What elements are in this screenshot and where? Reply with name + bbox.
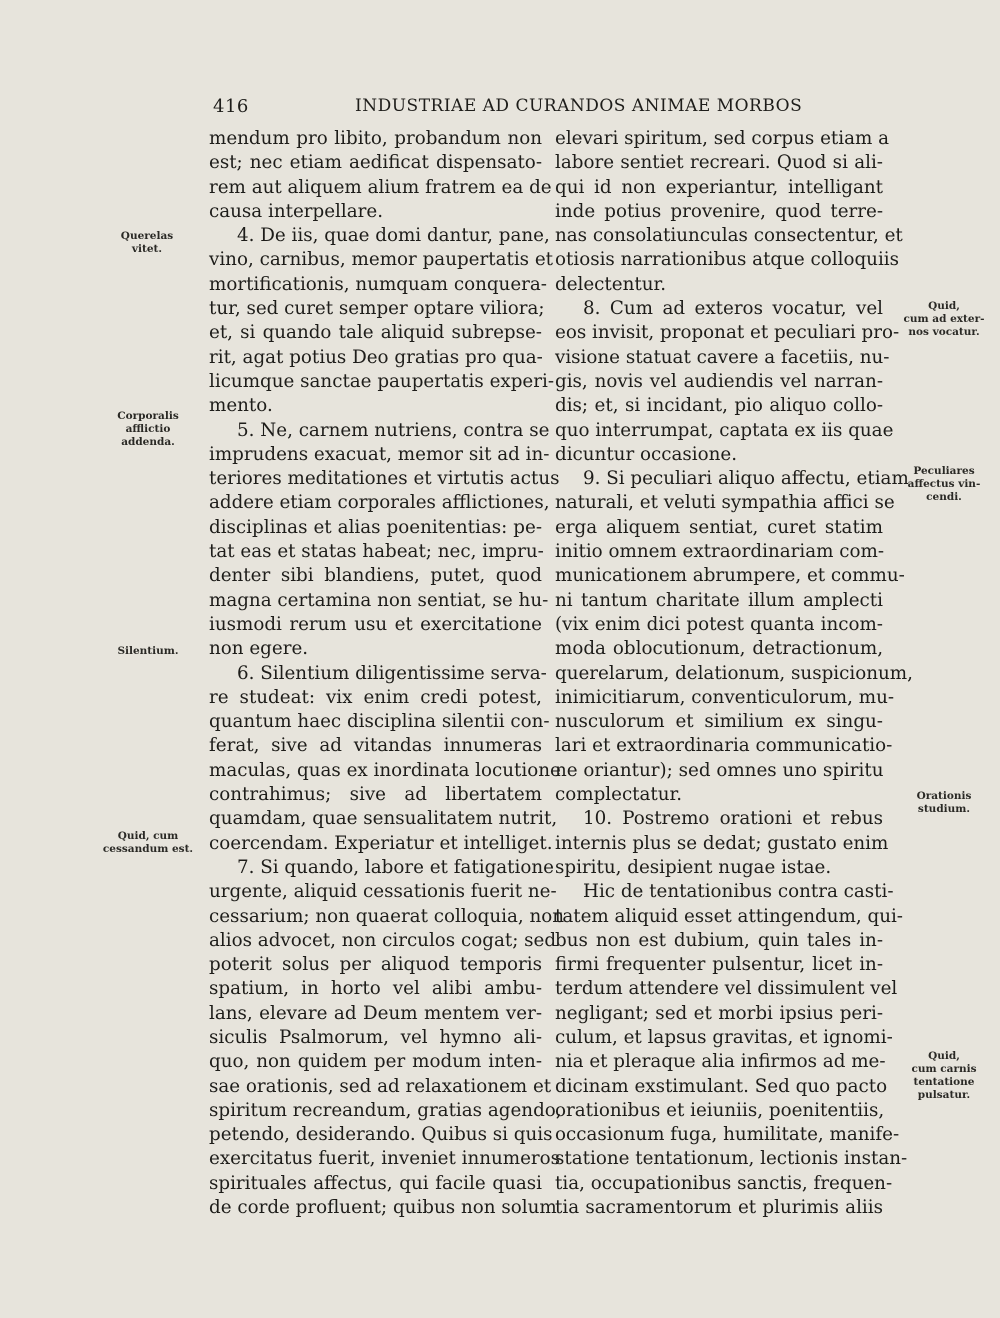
text-line: qui id non experiantur, intelligant — [555, 176, 883, 198]
text-line: tia sacramentorum et plurimis aliis — [555, 1197, 883, 1219]
margin-note: Querelas vitet. — [120, 230, 174, 255]
text-line: exercitatus fuerit, inveniet innumeros — [209, 1148, 561, 1170]
text-line: dis; et, si incidant, pio aliquo collo- — [555, 395, 883, 417]
text-line: (vix enim dici potest quanta incom- — [555, 613, 883, 635]
text-line: lari et extraordinaria communicatio- — [555, 735, 893, 757]
text-line: ferat, sive ad vitandas innumeras — [209, 735, 542, 757]
text-line: orationibus et ieiuniis, poenitentiis, — [555, 1099, 885, 1121]
text-line: nas consolatiunculas consectentur, et — [555, 225, 903, 247]
margin-note: Quid, cum ad exter- nos vocatur. — [903, 300, 985, 338]
text-line: complectatur. — [555, 784, 683, 806]
text-line: magna certamina non sentiat, se hu- — [209, 589, 549, 611]
text-line: rem aut aliquem alium fratrem ea de — [209, 176, 552, 198]
text-line: municationem abrumpere, et commu- — [555, 565, 905, 587]
margin-note: Corporalis afflictio addenda. — [117, 410, 179, 448]
text-line: quantum haec disciplina silentii con- — [209, 711, 550, 733]
text-line: causa interpellare. — [209, 200, 384, 222]
text-line: re studeat: vix enim credi potest, — [209, 686, 542, 708]
text-line: eos invisit, proponat et peculiari pro- — [555, 322, 900, 344]
text-line: dicuntur occasione. — [555, 443, 738, 465]
text-line: erga aliquem sentiat, curet statim — [555, 516, 883, 538]
text-line: non egere. — [209, 638, 309, 660]
text-line: contrahimus; sive ad libertatem — [209, 784, 542, 806]
text-line: 5. Ne, carnem nutriens, contra se — [237, 419, 550, 441]
text-line: vino, carnibus, memor paupertatis et — [209, 249, 554, 271]
text-line: quo, non quidem per modum inten- — [209, 1051, 542, 1073]
text-line: imprudens exacuat, memor sit ad in- — [209, 443, 550, 465]
text-line: quamdam, quae sensualitatem nutrit, — [209, 808, 558, 830]
text-line: querelarum, delationum, suspicionum, — [555, 662, 913, 684]
text-line: iusmodi rerum usu et exercitatione — [209, 613, 542, 635]
text-line: de corde profluent; quibus non solum — [209, 1197, 557, 1219]
text-line: spirituales affectus, qui facile quasi — [209, 1172, 542, 1194]
text-line: mortificationis, numquam conquera- — [209, 273, 547, 295]
text-line: teriores meditationes et virtutis actus — [209, 468, 560, 490]
running-title: INDUSTRIAE AD CURANDOS ANIMAE MORBOS — [355, 96, 803, 116]
text-line: tatem aliquid esset attingendum, qui- — [555, 905, 903, 927]
text-line: bus non est dubium, quin tales in- — [555, 929, 883, 951]
text-line: alios advocet, non circulos cogat; sed — [209, 929, 557, 951]
text-line: tur, sed curet semper optare viliora; — [209, 298, 545, 320]
left-text-column — [209, 127, 565, 1220]
text-line: est; nec etiam aedificat dispensato- — [209, 152, 542, 174]
text-line: gis, novis vel audiendis vel narran- — [555, 370, 883, 392]
text-line: tat eas et statas habeat; nec, impru- — [209, 541, 544, 563]
text-line: 10. Postremo orationi et rebus — [583, 808, 883, 830]
page-header — [0, 96, 1000, 120]
text-line: addere etiam corporales afflictiones, — [209, 492, 550, 514]
text-line: 8. Cum ad exteros vocatur, vel — [583, 298, 883, 320]
text-line: 7. Si quando, labore et fatigatione — [237, 856, 554, 878]
text-line: visione statuat cavere a facetiis, nu- — [555, 346, 890, 368]
text-line: statione tentationum, lectionis instan- — [555, 1148, 908, 1170]
text-line: culum, et lapsus gravitas, et ignomi- — [555, 1026, 893, 1048]
text-line: licumque sanctae paupertatis experi- — [209, 370, 554, 392]
text-line: labore sentiet recreari. Quod si ali- — [555, 152, 883, 174]
text-line: ne oriantur); sed omnes uno spiritu — [555, 759, 884, 781]
text-line: mendum pro libito, probandum non — [209, 128, 542, 149]
text-line: 9. Si peculiari aliquo affectu, etiam — [583, 468, 909, 490]
margin-note: Orationis studium. — [916, 790, 972, 815]
text-line: delectentur. — [555, 273, 667, 295]
margin-note: Peculiares affectus vin- cendi. — [907, 465, 981, 503]
text-line: quo interrumpat, captata ex iis quae — [555, 419, 894, 441]
text-line: cessarium; non quaerat colloquia, non — [209, 905, 565, 927]
text-line: dicinam exstimulant. Sed quo pacto — [555, 1075, 888, 1097]
text-line: initio omnem extraordinariam com- — [555, 541, 885, 563]
text-line: inde potius provenire, quod terre- — [555, 200, 883, 222]
text-line: disciplinas et alias poenitentias: pe- — [209, 516, 542, 538]
text-line: negligant; sed et morbi ipsius peri- — [555, 1002, 883, 1024]
text-line: petendo, desiderando. Quibus si quis — [209, 1124, 553, 1146]
text-line: maculas, quas ex inordinata locutione — [209, 759, 561, 781]
text-line: 6. Silentium diligentissime serva- — [237, 662, 547, 684]
text-line: lans, elevare ad Deum mentem ver- — [209, 1002, 542, 1024]
margin-note: Silentium. — [117, 645, 179, 657]
text-line: Hic de tentationibus contra casti- — [583, 881, 894, 903]
text-line: tia, occupationibus sanctis, frequen- — [555, 1172, 893, 1194]
text-line: spiritu, desipient nugae istae. — [555, 856, 832, 878]
text-line: spiritum recreandum, gratias agendo, — [209, 1099, 562, 1121]
margin-note: Quid, cum carnis tentatione pulsatur. — [911, 1050, 977, 1101]
text-line: sae orationis, sed ad relaxationem et — [209, 1075, 552, 1097]
text-line: internis plus se dedat; gustato enim — [555, 832, 889, 854]
text-line: siculis Psalmorum, vel hymno ali- — [209, 1026, 542, 1048]
text-line: naturali, et veluti sympathia affici se — [555, 492, 895, 514]
text-line: inimicitiarum, conventiculorum, mu- — [555, 686, 895, 708]
text-line: 4. De iis, quae domi dantur, pane, — [237, 225, 550, 247]
text-line: rit, agat potius Deo gratias pro qua- — [209, 346, 543, 368]
text-line: moda oblocutionum, detractionum, — [555, 638, 883, 660]
text-line: mento. — [209, 395, 273, 417]
text-line: terdum attendere vel dissimulent vel — [555, 978, 898, 1000]
text-line: nusculorum et similium ex singu- — [555, 711, 883, 733]
text-line: poterit solus per aliquod temporis — [209, 954, 542, 976]
page-number: 416 — [213, 96, 249, 117]
text-line: denter sibi blandiens, putet, quod — [209, 565, 542, 587]
text-line: otiosis narrationibus atque colloquiis — [555, 249, 900, 271]
text-line: elevari spiritum, sed corpus etiam a — [555, 128, 890, 149]
text-line: firmi frequenter pulsentur, licet in- — [555, 954, 883, 976]
right-text-column — [555, 127, 913, 1220]
text-line: urgente, aliquid cessationis fuerit ne- — [209, 881, 557, 903]
text-line: ni tantum charitate illum amplecti — [555, 589, 883, 611]
text-line: nia et pleraque alia infirmos ad me- — [555, 1051, 886, 1073]
text-line: et, si quando tale aliquid subrepse- — [209, 322, 542, 344]
text-line: coercendam. Experiatur et intelliget. — [209, 832, 553, 854]
text-line: occasionum fuga, humilitate, manife- — [555, 1124, 900, 1146]
margin-note: Quid, cum cessandum est. — [102, 830, 194, 855]
text-line: spatium, in horto vel alibi ambu- — [209, 978, 542, 1000]
